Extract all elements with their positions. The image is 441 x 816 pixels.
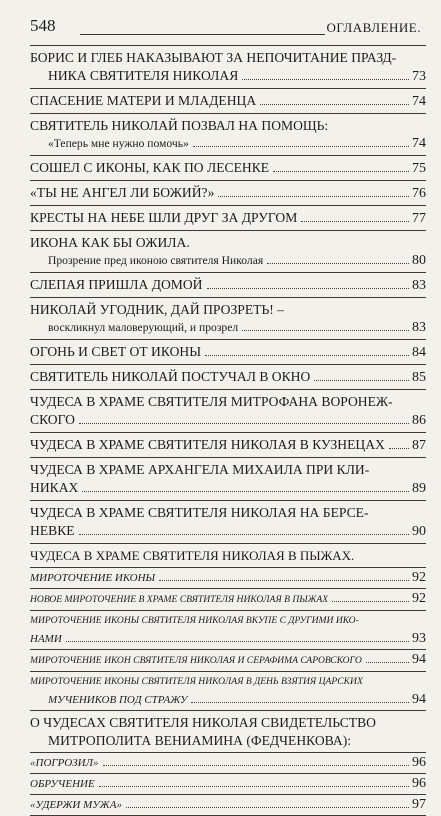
leader-dots bbox=[205, 355, 409, 356]
entry-title: БОРИС И ГЛЕБ НАКАЗЫВАЮТ ЗА НЕПОЧИТАНИЕ ПРАЗД- bbox=[30, 50, 397, 65]
entry-page: 90 bbox=[412, 524, 426, 539]
toc-subentry[interactable] bbox=[30, 611, 426, 650]
entry-page: 74 bbox=[412, 136, 426, 151]
toc-section-pyzhi bbox=[30, 544, 426, 568]
leader-dots bbox=[366, 662, 409, 663]
subentry-title: МИРОТОЧЕНИЕ ИКОНЫ bbox=[30, 572, 156, 584]
leader-dots bbox=[301, 221, 409, 222]
toc-entry[interactable] bbox=[30, 206, 426, 231]
leader-dots bbox=[242, 330, 409, 331]
entry-page: 80 bbox=[412, 253, 426, 268]
subentry-title: «ПОГРОЗИЛ» bbox=[30, 757, 99, 769]
running-head: ОГЛАВЛЕНИЕ. bbox=[326, 20, 421, 35]
table-of-contents bbox=[30, 45, 426, 816]
entry-page: 85 bbox=[412, 370, 426, 385]
entry-page: 92 bbox=[412, 591, 426, 606]
leader-dots bbox=[273, 171, 409, 172]
section-title: О ЧУДЕСАХ СВЯТИТЕЛЯ НИКОЛАЯ СВИДЕТЕЛЬСТВО bbox=[30, 715, 376, 730]
entry-page: 92 bbox=[412, 570, 426, 585]
toc-entry[interactable] bbox=[30, 273, 426, 298]
leader-dots bbox=[66, 641, 409, 642]
entry-title: СВЯТИТЕЛЬ НИКОЛАЙ ПОСТУЧАЛ В ОКНО bbox=[30, 369, 311, 384]
leader-dots bbox=[260, 104, 409, 105]
section-title-cont: МИТРОПОЛИТА ВЕНИАМИНА (ФЕДЧЕНКОВА): bbox=[48, 733, 352, 748]
toc-entry[interactable] bbox=[30, 298, 426, 340]
entry-page: 94 bbox=[412, 692, 426, 707]
leader-dots bbox=[99, 786, 409, 787]
leader-dots bbox=[207, 288, 409, 289]
page-number: 548 bbox=[30, 16, 56, 35]
entry-title: СОШЕЛ С ИКОНЫ, КАК ПО ЛЕСЕНКЕ bbox=[30, 160, 270, 175]
entry-page: 73 bbox=[412, 69, 426, 84]
toc-entry[interactable] bbox=[30, 114, 426, 156]
subentry-title: МИРОТОЧЕНИЕ ИКОНЫ СВЯТИТЕЛЯ НИКОЛАЯ В ДЕНЬ ВЗЯТИЯ ЦАРСКИХ bbox=[30, 676, 363, 687]
toc-entry[interactable] bbox=[30, 390, 426, 433]
subentry-title-cont: МУЧЕНИКОВ ПОД СТРАЖУ bbox=[48, 694, 188, 706]
subentry-title: МИРОТОЧЕНИЕ ИКОНЫ СВЯТИТЕЛЯ НИКОЛАЯ ВКУПЕ С ДРУГИМИ ИКО- bbox=[30, 615, 359, 626]
entry-title: ЧУДЕСА В ХРАМЕ СВЯТИТЕЛЯ НИКОЛАЯ В КУЗНЕЦАХ bbox=[30, 437, 385, 452]
header-rule bbox=[80, 34, 325, 35]
leader-dots bbox=[267, 263, 409, 264]
toc-subentry[interactable] bbox=[30, 589, 426, 611]
entry-page: 84 bbox=[412, 345, 426, 360]
toc-subentry[interactable] bbox=[30, 650, 426, 672]
toc-subentry[interactable] bbox=[30, 753, 426, 774]
leader-dots bbox=[79, 534, 409, 535]
entry-title: ЧУДЕСА В ХРАМЕ СВЯТИТЕЛЯ НИКОЛАЯ НА БЕРСЕ- bbox=[30, 505, 369, 520]
entry-title: СЛЕПАЯ ПРИШЛА ДОМОЙ bbox=[30, 277, 203, 292]
toc-entry[interactable] bbox=[30, 181, 426, 206]
leader-dots bbox=[332, 601, 409, 602]
toc-subentry[interactable] bbox=[30, 795, 426, 816]
entry-title-cont: НИКА СВЯТИТЕЛЯ НИКОЛАЯ bbox=[48, 68, 239, 83]
toc-entry[interactable] bbox=[30, 458, 426, 501]
toc-entry[interactable] bbox=[30, 45, 426, 89]
section-title: ЧУДЕСА В ХРАМЕ СВЯТИТЕЛЯ НИКОЛАЯ В ПЫЖАХ. bbox=[30, 548, 355, 563]
entry-title: ЧУДЕСА В ХРАМЕ АРХАНГЕЛА МИХАИЛА ПРИ КЛИ- bbox=[30, 462, 370, 477]
leader-dots bbox=[126, 807, 409, 808]
leader-dots bbox=[314, 380, 409, 381]
leader-dots bbox=[242, 79, 409, 80]
entry-subtitle: воскликнул маловерующий, и прозрел bbox=[48, 321, 239, 334]
entry-page: 74 bbox=[412, 94, 426, 109]
subentry-title-cont: НАМИ bbox=[30, 633, 62, 645]
entry-page: 86 bbox=[412, 413, 426, 428]
entry-title: «ТЫ НЕ АНГЕЛ ЛИ БОЖИЙ?» bbox=[30, 185, 215, 200]
entry-page: 83 bbox=[412, 320, 426, 335]
subentry-title: «УДЕРЖИ МУЖА» bbox=[30, 799, 122, 811]
entry-title: ИКОНА КАК БЫ ОЖИЛА. bbox=[30, 235, 190, 250]
toc-entry[interactable] bbox=[30, 340, 426, 365]
entry-title: ОГОНЬ И СВЕТ ОТ ИКОНЫ bbox=[30, 344, 202, 359]
entry-page: 97 bbox=[412, 797, 426, 812]
toc-entry[interactable] bbox=[30, 89, 426, 114]
entry-page: 96 bbox=[412, 776, 426, 791]
entry-title: НИКОЛАЙ УГОДНИК, ДАЙ ПРОЗРЕТЬ! – bbox=[30, 302, 284, 317]
entry-page: 93 bbox=[412, 631, 426, 646]
leader-dots bbox=[103, 765, 409, 766]
entry-title: ЧУДЕСА В ХРАМЕ СВЯТИТЕЛЯ МИТРОФАНА ВОРОНЕЖ- bbox=[30, 394, 393, 409]
subentry-title: ОБРУЧЕНИЕ bbox=[30, 778, 95, 790]
entry-page: 96 bbox=[412, 755, 426, 770]
toc-subentry[interactable] bbox=[30, 774, 426, 795]
toc-entry[interactable] bbox=[30, 433, 426, 458]
entry-page: 76 bbox=[412, 186, 426, 201]
subentry-title: НОВОЕ МИРОТОЧЕНИЕ В ХРАМЕ СВЯТИТЕЛЯ НИКОЛАЯ В ПЫЖАХ bbox=[30, 594, 329, 605]
entry-title: СВЯТИТЕЛЬ НИКОЛАЙ ПОЗВАЛ НА ПОМОЩЬ: bbox=[30, 118, 329, 133]
entry-page: 83 bbox=[412, 278, 426, 293]
toc-entry[interactable] bbox=[30, 501, 426, 544]
toc-subentry[interactable] bbox=[30, 568, 426, 589]
toc-entry[interactable] bbox=[30, 231, 426, 273]
entry-title-cont: НИКАХ bbox=[30, 480, 79, 495]
leader-dots bbox=[389, 448, 409, 449]
subentry-title: МИРОТОЧЕНИЕ ИКОН СВЯТИТЕЛЯ НИКОЛАЯ И СЕРАФИМА САРОВСКОГО bbox=[30, 655, 362, 666]
entry-title-cont: НЕВКЕ bbox=[30, 523, 75, 538]
leader-dots bbox=[193, 146, 409, 147]
entry-page: 87 bbox=[412, 438, 426, 453]
entry-title: СПАСЕНИЕ МАТЕРИ И МЛАДЕНЦА bbox=[30, 93, 257, 108]
entry-page: 75 bbox=[412, 161, 426, 176]
toc-entry[interactable] bbox=[30, 156, 426, 181]
entry-title: КРЕСТЫ НА НЕБЕ ШЛИ ДРУГ ЗА ДРУГОМ bbox=[30, 210, 298, 225]
entry-title-cont: СКОГО bbox=[30, 412, 75, 427]
leader-dots bbox=[79, 423, 409, 424]
leader-dots bbox=[191, 702, 409, 703]
toc-subentry[interactable] bbox=[30, 672, 426, 711]
leader-dots bbox=[159, 580, 409, 581]
entry-page: 89 bbox=[412, 481, 426, 496]
leader-dots bbox=[82, 491, 409, 492]
entry-subtitle: «Теперь мне нужно помочь» bbox=[48, 137, 189, 150]
toc-entry[interactable] bbox=[30, 365, 426, 390]
leader-dots bbox=[218, 196, 409, 197]
entry-page: 77 bbox=[412, 211, 426, 226]
entry-page: 94 bbox=[412, 652, 426, 667]
entry-subtitle: Прозрение пред иконою святителя Николая bbox=[48, 254, 264, 267]
